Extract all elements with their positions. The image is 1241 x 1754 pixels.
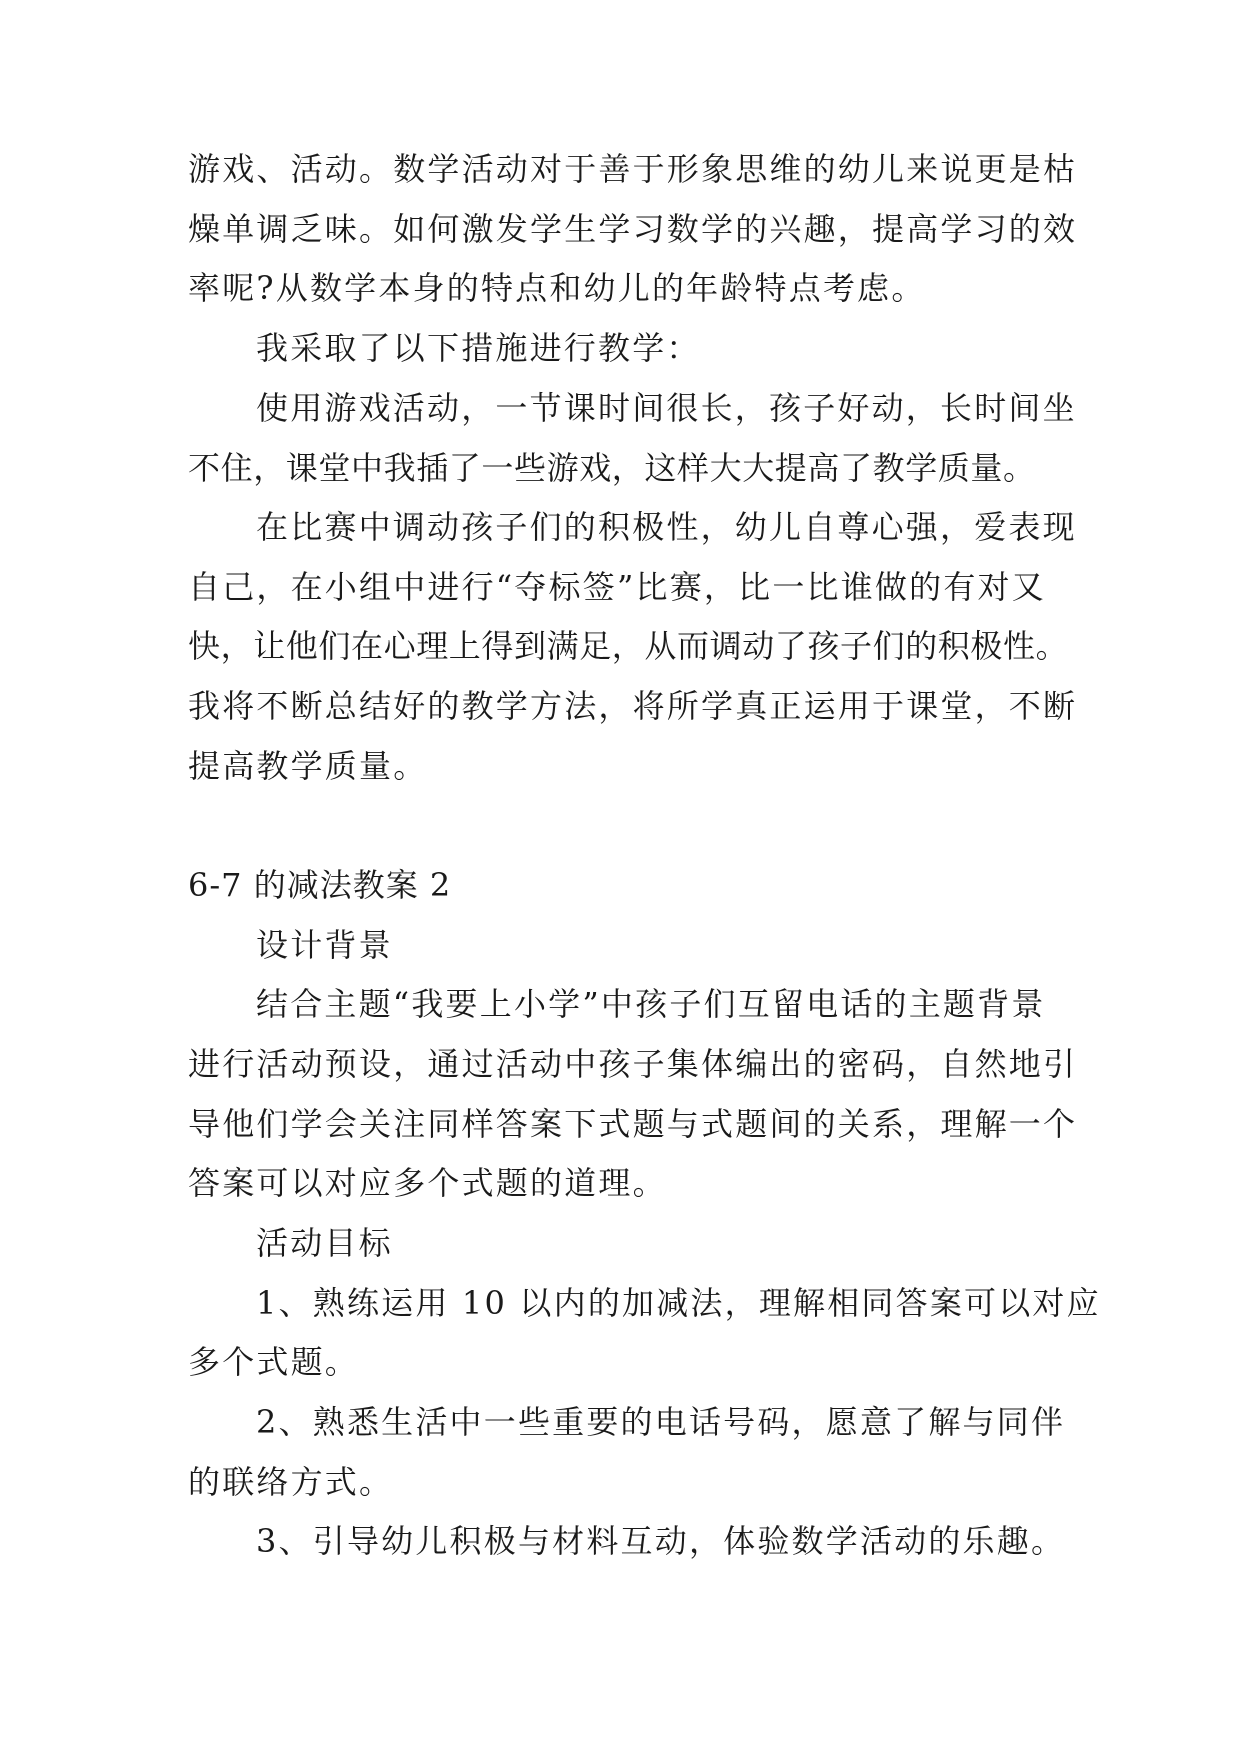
section-heading: 6-7 的减法教案 2	[188, 866, 452, 904]
body-text-line: 我将不断总结好的教学方法，将所学真正运用于课堂，不断	[188, 687, 1078, 725]
body-text-line: 使用游戏活动，一节课时间很长，孩子好动，长时间坐	[256, 389, 1077, 427]
body-text-line: 不住，课堂中我插了一些游戏，这样大大提高了教学质量。	[188, 449, 1036, 487]
list-item-continuation: 多个式题。	[188, 1343, 360, 1381]
body-text-line: 快，让他们在心理上得到满足，从而调动了孩子们的积极性。	[188, 627, 1069, 665]
body-text-line: 自己，在小组中进行“夺标签”比赛，比一比谁做的有对又	[188, 568, 1046, 606]
body-text-line: 游戏、活动。数学活动对于善于形象思维的幼儿来说更是枯	[188, 150, 1078, 188]
subheading: 设计背景	[256, 926, 393, 964]
body-text-line: 我采取了以下措施进行教学：	[256, 329, 701, 367]
body-text-line: 答案可以对应多个式题的道理。	[188, 1164, 667, 1202]
body-text-line: 在比赛中调动孩子们的积极性，幼儿自尊心强，爱表现	[256, 508, 1077, 546]
body-text-line: 提高教学质量。	[188, 747, 428, 785]
list-item: 3、引导幼儿积极与材料互动，体验数学活动的乐趣。	[256, 1522, 1066, 1560]
list-item-continuation: 的联络方式。	[188, 1463, 394, 1501]
subheading: 活动目标	[256, 1224, 393, 1262]
body-text-line: 进行活动预设，通过活动中孩子集体编出的密码，自然地引	[188, 1045, 1078, 1083]
body-text-line: 率呢?从数学本身的特点和幼儿的年龄特点考虑。	[188, 269, 926, 307]
body-text-line: 导他们学会关注同样答案下式题与式题间的关系，理解一个	[188, 1105, 1078, 1143]
list-item: 1、熟练运用 10 以内的加减法，理解相同答案可以对应	[256, 1284, 1101, 1322]
list-item: 2、熟悉生活中一些重要的电话号码，愿意了解与同伴	[256, 1403, 1066, 1441]
body-text-line: 燥单调乏味。如何激发学生学习数学的兴趣，提高学习的效	[188, 210, 1078, 248]
body-text-line: 结合主题“我要上小学”中孩子们互留电话的主题背景	[256, 985, 1046, 1023]
